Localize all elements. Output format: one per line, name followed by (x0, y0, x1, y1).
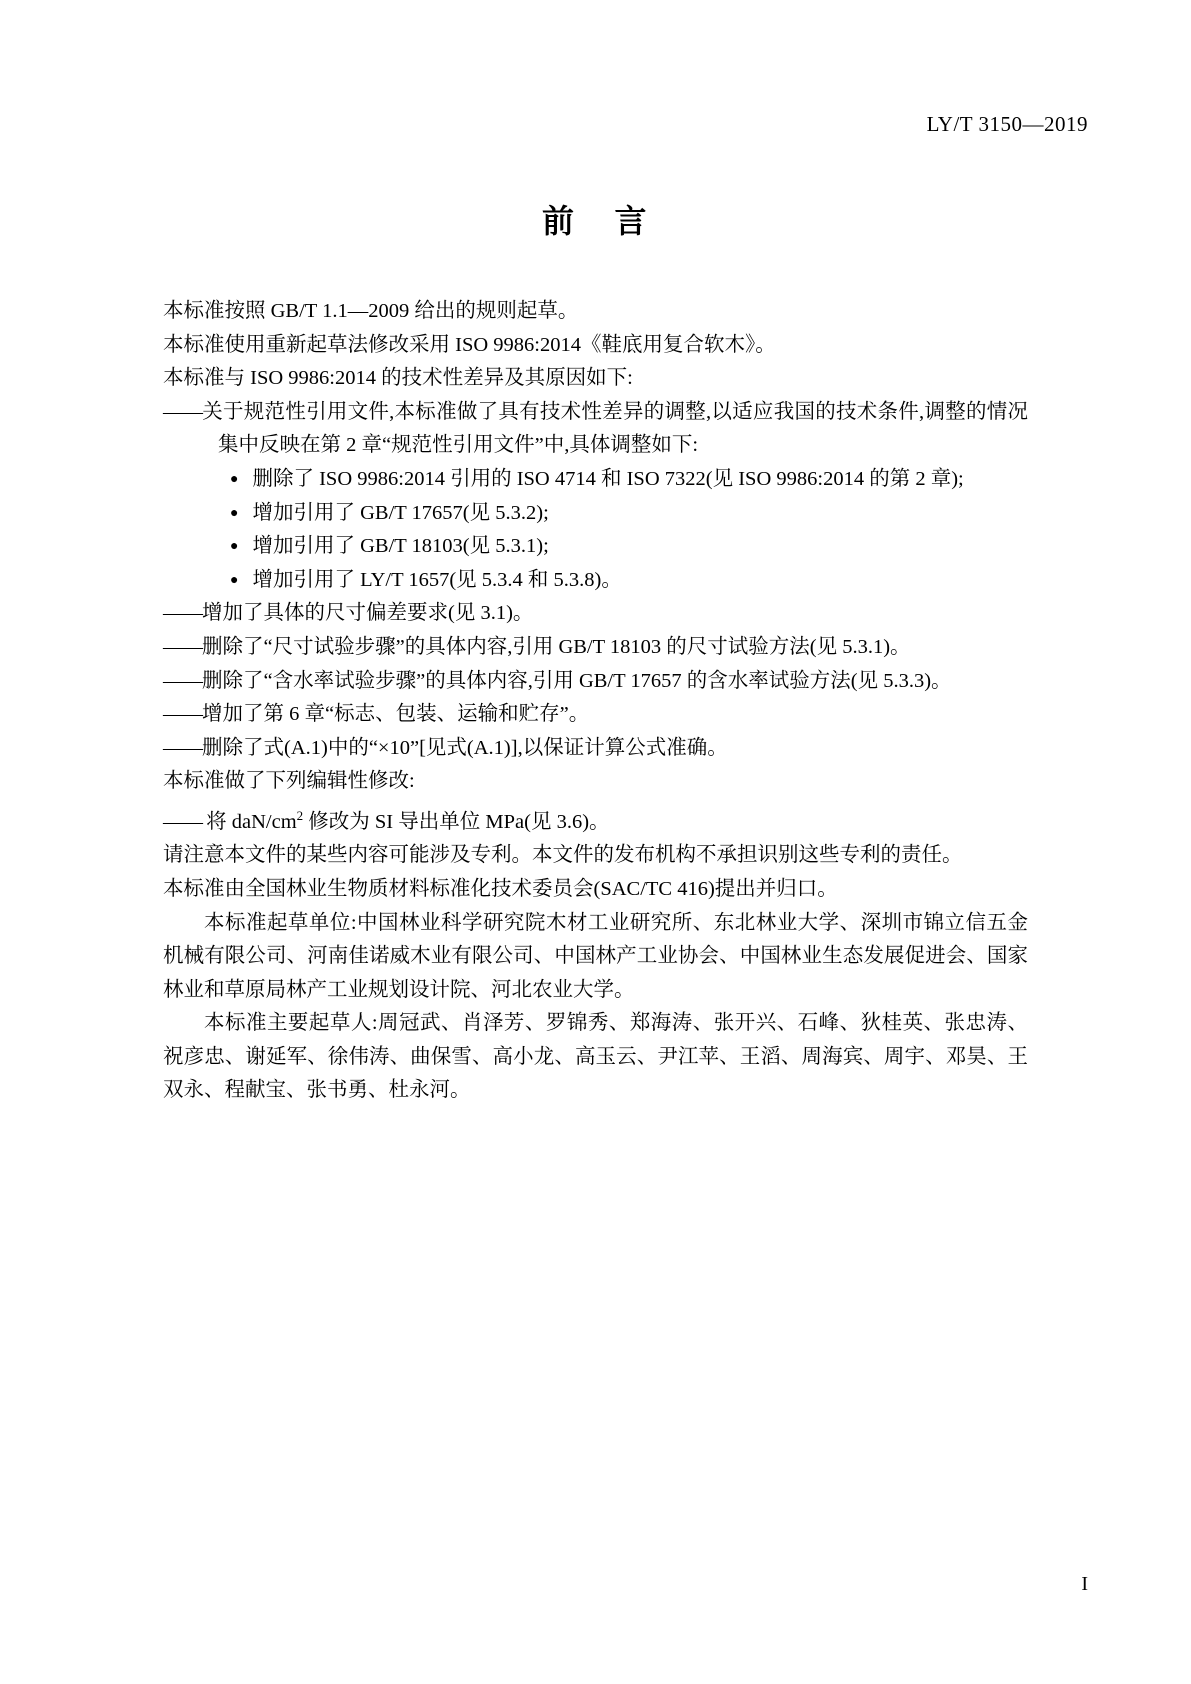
list-item-text: 删除了 ISO 9986:2014 引用的 ISO 4714 和 ISO 7322(见 ISO 9986:2014 的第 2 章); (252, 467, 964, 490)
page-number: I (1081, 1573, 1088, 1595)
foreword-body (163, 295, 1028, 1108)
list-item-dash-formula (163, 732, 1028, 766)
list-item-dash-chapter-six (163, 698, 1028, 732)
dash-marker: —— (163, 736, 202, 759)
list-item-text: 增加了具体的尺寸偏差要求(见 3.1)。 (202, 602, 534, 625)
list-item-dash-dimension-test (163, 631, 1028, 665)
unit-change-suffix: 修改为 SI 导出单位 MPa(见 3.6)。 (303, 810, 610, 833)
page-title-char-2: 言 (614, 202, 650, 240)
list-item-dash-normative-refs (163, 396, 1028, 463)
list-item-text: 删除了式(A.1)中的“×10”[见式(A.1)],以保证计算公式准确。 (202, 736, 728, 759)
dash-marker: —— (163, 400, 202, 423)
dash-marker: —— (163, 602, 202, 625)
list-item-dash-moisture-test (163, 665, 1028, 699)
paragraph-patent-note: 请注意本文件的某些内容可能涉及专利。本文件的发布机构不承担识别这些专利的责任。 (163, 844, 963, 867)
dash-marker: —— (163, 810, 207, 833)
list-item-bullet (163, 497, 1028, 531)
bullet-icon: ● (230, 471, 239, 487)
paragraph-editorial-intro: 本标准做了下列编辑性修改: (163, 770, 415, 793)
bullet-icon: ● (230, 572, 239, 588)
paragraph-drafters: 本标准主要起草人:周冠武、肖泽芳、罗锦秀、郑海涛、张开兴、石峰、狄桂英、张忠涛、祝彦忠、谢延军、徐伟涛、曲保雪、高小龙、高玉云、尹江苹、王滔、周海宾、周宇、邓昊、王双永、程献宝、张书勇、杜永河。 (163, 1012, 1028, 1102)
list-item-text: 增加了第 6 章“标志、包装、运输和贮存”。 (202, 703, 590, 726)
list-item-text: 删除了“含水率试验步骤”的具体内容,引用 GB/T 17657 的含水率试验方法(见 5.3.3)。 (202, 669, 952, 692)
dash-marker: —— (163, 669, 202, 692)
list-item-bullet (163, 564, 1028, 598)
list-item-text: 删除了“尺寸试验步骤”的具体内容,引用 GB/T 18103 的尺寸试验方法(见 5.3.1)。 (202, 635, 911, 658)
paragraph-drafting-units: 本标准起草单位:中国林业科学研究院木材工业研究所、东北林业大学、深圳市锦立信五金机械有限公司、河南佳诺威木业有限公司、中国林产工业协会、中国林业生态发展促进会、国家林业和草原局林产工业规划设计院、河北农业大学。 (163, 911, 1028, 1001)
paragraph-proposer: 本标准由全国林业生物质材料标准化技术委员会(SAC/TC 416)提出并归口。 (163, 877, 838, 900)
list-item-text: 增加引用了 GB/T 17657(见 5.3.2); (252, 501, 549, 524)
dash-marker: —— (163, 635, 202, 658)
list-item-dash-dimension-tolerance (163, 597, 1028, 631)
list-item-dash-unit-change (163, 799, 1028, 839)
paragraph-drafting-rule: 本标准按照 GB/T 1.1—2009 给出的规则起草。 (163, 300, 579, 322)
list-item-text: 关于规范性引用文件,本标准做了具有技术性差异的调整,以适应我国的技术条件,调整的情况集中反映在第 2 章“规范性引用文件”中,具体调整如下: (202, 400, 1028, 457)
list-item-bullet (163, 463, 1028, 497)
unit-change-prefix: 将 daN/cm (206, 810, 297, 833)
bullet-icon: ● (230, 539, 239, 555)
bullet-icon: ● (230, 505, 239, 521)
page-title (0, 196, 1191, 242)
list-item-text: 增加引用了 GB/T 18103(见 5.3.1); (252, 535, 549, 558)
page-title-char-1: 前 (541, 202, 577, 240)
list-item-text: 增加引用了 LY/T 1657(见 5.3.4 和 5.3.8)。 (252, 568, 622, 591)
list-item-bullet (163, 530, 1028, 564)
paragraph-technical-differences-intro: 本标准与 ISO 9986:2014 的技术性差异及其原因如下: (163, 367, 633, 390)
unit-change-superscript: 2 (296, 807, 304, 823)
page-header-standard-code: LY/T 3150—2019 (926, 112, 1088, 136)
dash-marker: —— (163, 703, 202, 726)
paragraph-adopted-standard: 本标准使用重新起草法修改采用 ISO 9986:2014《鞋底用复合软木》。 (163, 333, 776, 356)
